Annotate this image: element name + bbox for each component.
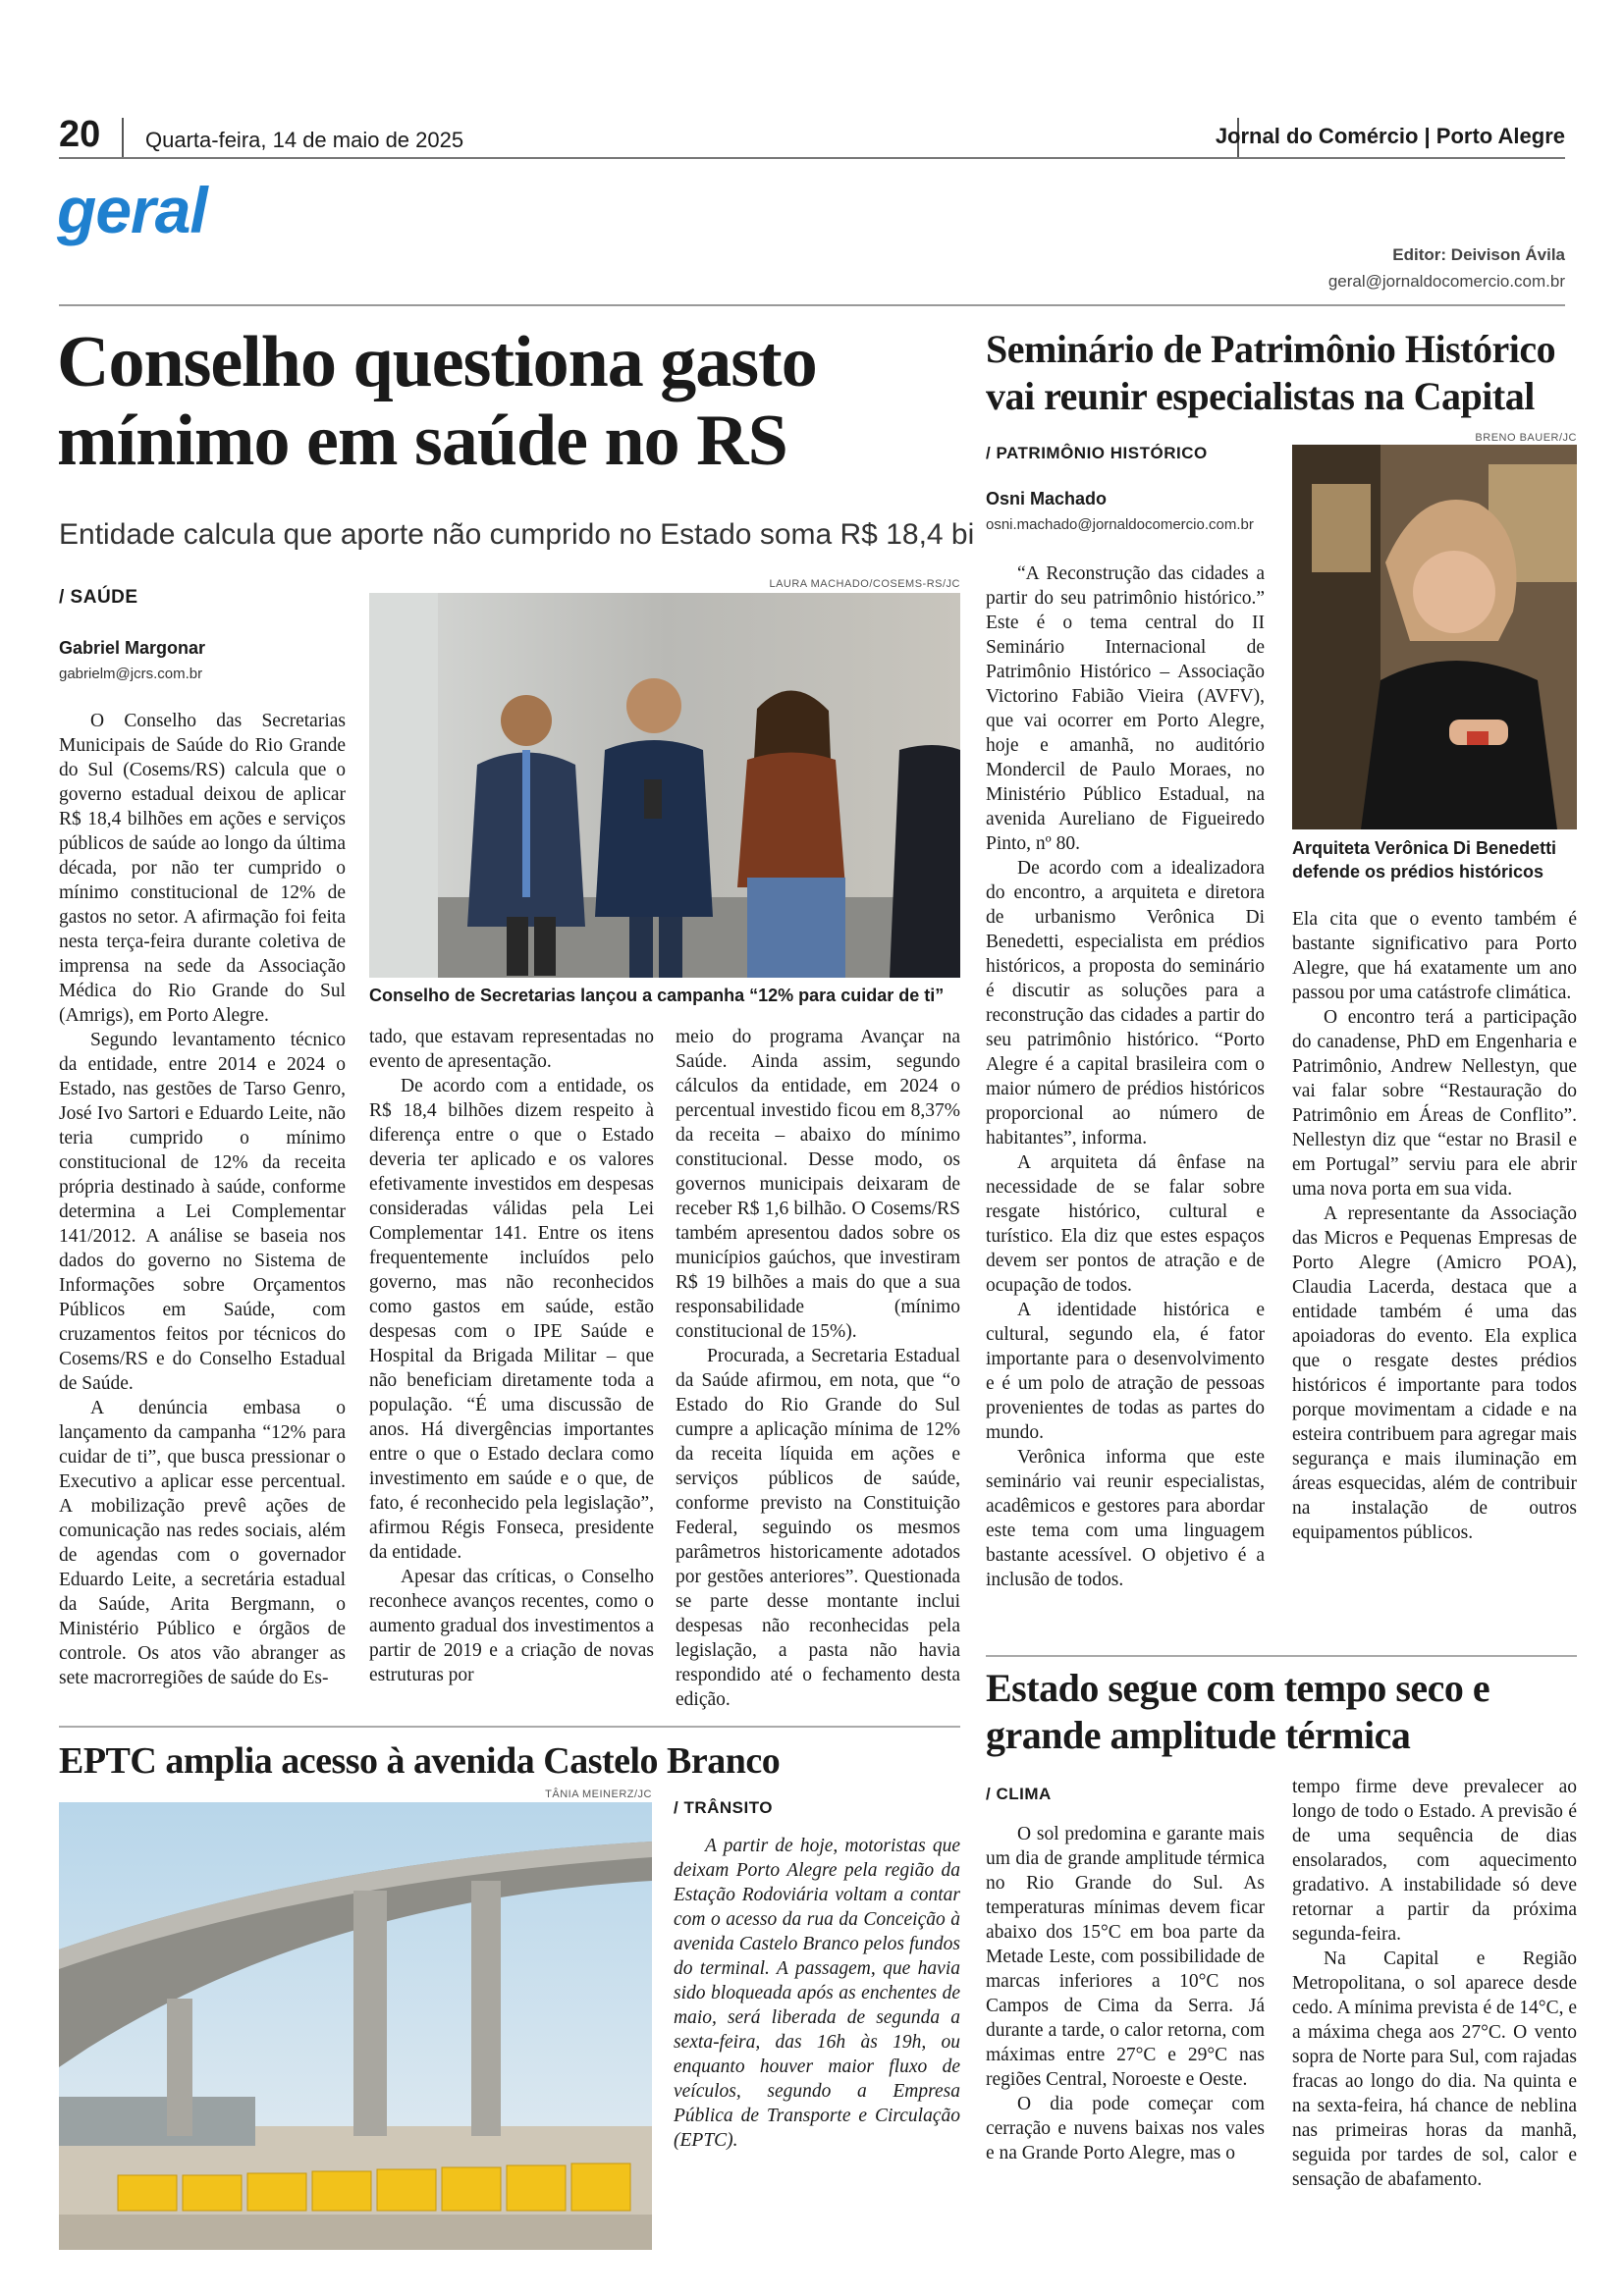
paragraph: Verônica informa que este seminário vai reunir especialistas, acadêmicos e gestores para abordar este tema com uma linguagem bastante acessível. O objetivo é a inclusão de todos.: [986, 1447, 1265, 1590]
eptc-photo: [59, 1802, 652, 2250]
eptc-rule: [59, 1726, 960, 1728]
paragraph: Na Capital e Região Metropolitana, o sol aparece desde cedo. A mínima prevista é de 14°C, e a máxima chega aos 27°C. O vento sopra de Norte para Sul, com rajadas fracas ao longo do dia. Na quinta e na sexta-feira, há chance de neblina nas primeiras horas da manhã, seguida por tardes de sol, calor e sensação de abafamento.: [1292, 1949, 1577, 2190]
section-rule: [59, 304, 1565, 306]
editor-email: geral@jornaldocomercio.com.br: [1327, 272, 1565, 291]
main-kicker: / SAÚDE: [59, 587, 138, 608]
weather-column-2: [1292, 1775, 1577, 2192]
eptc-headline: EPTC amplia acesso à avenida Castelo Branco: [59, 1740, 781, 1782]
paragraph: A identidade histórica e cultural, segundo ela, é fator importante para o desenvolvimento e é um polo de atração de pessoas provenientes de todas as partes do mundo.: [986, 1300, 1265, 1443]
paragraph: A partir de hoje, motoristas que deixam Porto Alegre pela região da Estação Rodoviária voltam a contar com o acesso da rua da Conceição à avenida Castelo Branco pelos fundos do terminal. A passagem, que havia sido bloqueada após as enchentes de maio, será liberada de segunda a sexta-feira, das 16h às 19h, ou enquanto houver maior fluxo de veículos, segundo a Empresa Pública de Transporte e Circulação (EPTC).: [674, 1836, 960, 2151]
paragraph: A arquiteta dá ênfase na necessidade de se falar sobre resgate histórico, cultural e turístico. Ela diz que estes espaços devem ser pontos de atração e de ocupação de todos.: [986, 1152, 1265, 1296]
weather-kicker: / CLIMA: [986, 1785, 1052, 1803]
page-date: Quarta-feira, 14 de maio de 2025: [145, 128, 464, 152]
eptc-photo-illustration: [59, 1802, 652, 2250]
editor-name: Editor: Deivison Ávila: [1392, 245, 1565, 264]
main-subhead: Entidade calcula que aporte não cumprido no Estado soma R$ 18,4 bi: [59, 518, 975, 551]
page-number: 20: [59, 114, 101, 155]
main-article-column-1: [59, 709, 346, 1690]
seminar-column-2: [1292, 907, 1577, 1545]
eptc-kicker: / TRÂNSITO: [674, 1798, 774, 1817]
main-author-email: gabrielm@jcrs.com.br: [59, 666, 203, 682]
seminar-kicker: / PATRIMÔNIO HISTÓRICO: [986, 444, 1208, 462]
weather-headline: Estado segue com tempo seco e grande amplitude térmica: [986, 1666, 1490, 1757]
main-author: Gabriel Margonar: [59, 638, 206, 658]
weather-column-1: [986, 1822, 1265, 2165]
paragraph: “A Reconstrução das cidades a partir do seu patrimônio histórico.” Este é o tema central do II Seminário Internacional de Patrimônio Histórico – Associação Victorino Fabião Vieira (AVFV), que vai ocorrer em Porto Alegre, hoje e amanhã, no auditório Mondercil de Paulo Moraes, no Ministério Público Estadual, na avenida Aureliano de Figueiredo Pinto, nº 80.: [986, 563, 1265, 854]
seminar-author: Osni Machado: [986, 489, 1108, 508]
main-article-column-2: [369, 1025, 654, 1687]
eptc-column: [674, 1834, 960, 2153]
paragraph: tempo firme deve prevalecer ao longo de todo o Estado. A previsão é de uma sequência de dias ensolarados, com aquecimento gradativo. A instabilidade só deve retornar a partir da próxima segunda-feira.: [1292, 1777, 1577, 1945]
weather-rule: [986, 1655, 1577, 1657]
editor-block: [1328, 241, 1565, 294]
main-photo-illustration: [369, 593, 960, 978]
paragraph: Segundo levantamento técnico da entidade, entre 2014 e 2024 o Estado, nas gestões de Tarso Genro, José Ivo Sartori e Eduardo Leite, não teria cumprido o mínimo constitucional de 12% da receita própria destinado à saúde, conforme determina a Lei Complementar 141/2012. A análise se baseia nos dados do governo no Sistema de Informações sobre Orçamentos Públicos em Saúde, com cruzamentos feitos por técnicos do Cosems/RS e do Conselho Estadual de Saúde.: [59, 1030, 346, 1394]
paragraph: De acordo com a entidade, os R$ 18,4 bilhões dizem respeito à diferença entre o que o Estado deveria ter aplicado e os valores efetivamente investidos em despesas consideradas válidas pela Lei Complementar 141. Entre os itens frequentemente incluídos pelo governo, mas não reconhecidos como gastos em saúde, estão despesas com o IPE Saúde e Hospital da Brigada Militar – que não beneficiam diretamente toda a população. “É uma discussão de anos. Há divergências importantes entre o que o Estado declara como investimento em saúde e o que, de fato, é reconhecido pela legislação”, afirmou Régis Fonseca, presidente da entidade.: [369, 1076, 654, 1563]
seminar-photo-credit: BRENO BAUER/JC: [1475, 432, 1577, 444]
paragraph: O encontro terá a participação do canadense, PhD em Engenharia e Patrimônio, Andrew Nellestyn, que vai falar sobre “Restauração do Patrimônio em Áreas de Conflito”. Nellestyn diz que “estar no Brasil e em Portugal” serviu para ele abrir uma nova porta em sua vida.: [1292, 1007, 1577, 1200]
seminar-photo-illustration: [1292, 445, 1577, 829]
header-divider: [122, 118, 124, 159]
paragraph: De acordo com a idealizadora do encontro, a arquiteta e diretora de urbanismo Verônica Di Benedetti, especialista em prédios históricos, a proposta do seminário é discutir as soluções para a reconstrução das cidades a partir do seu patrimônio histórico. “Porto Alegre é a capital brasileira com o maior número de prédios históricos proporcional ao número de habitantes”, informa.: [986, 858, 1265, 1148]
seminar-photo-caption: Arquiteta Verônica Di Benedetti defende os prédios históricos: [1292, 838, 1557, 881]
paragraph: O dia pode começar com cerração e nuvens baixas nos vales e na Grande Porto Alegre, mas o: [986, 2094, 1265, 2163]
main-headline: Conselho questiona gasto mínimo em saúde no RS: [57, 322, 817, 481]
main-photo-credit: LAURA MACHADO/COSEMS-RS/JC: [769, 578, 960, 590]
paragraph: O Conselho das Secretarias Municipais de Saúde do Rio Grande do Sul (Cosems/RS) calcula que o governo estadual deixou de aplicar R$ 18,4 bilhões em ações e serviços públicos de saúde ao longo da última década, por não ter cumprido o mínimo constitucional de 12% de gastos no setor. A afirmação foi feita nesta terça-feira durante coletiva de imprensa na sede da Associação Médica do Rio Grande do Sul (Amrigs), em Porto Alegre.: [59, 711, 346, 1026]
seminar-photo: [1292, 445, 1577, 829]
header-rule: [59, 157, 1565, 159]
paragraph: A representante da Associação das Micros e Pequenas Empresas de Porto Alegre (Amicro POA), Claudia Lacerda, destaca que a entidade também é uma das apoiadoras do evento. Ela explica que o resgate destes prédios históricos é importante para todos porque movimentam a cidade e na esteira contribuem para agregar mais segurança e mais iluminação em áreas esquecidas, além de contribuir na instalação de outros equipamentos públicos.: [1292, 1203, 1577, 1543]
seminar-author-email: osni.machado@jornaldocomercio.com.br: [986, 516, 1254, 533]
paragraph: Apesar das críticas, o Conselho reconhece avanços recentes, como o aumento gradual dos investimentos a partir de 2019 e a criação de novas estruturas por: [369, 1567, 654, 1685]
eptc-photo-credit: TÂNIA MEINERZ/JC: [545, 1789, 652, 1800]
paragraph: A denúncia embasa o lançamento da campanha “12% para cuidar de ti”, que busca pressionar o Executivo a aplicar esse percentual. A mobilização prevê ações de comunicação nas redes sociais, além de agendas com o governador Eduardo Leite, a secretária estadual da Saúde, Arita Bergmann, o Ministério Público e órgãos de controle. Os atos vão abranger as sete macrorregiões de saúde do Es-: [59, 1398, 346, 1688]
paragraph: O sol predomina e garante mais um dia de grande amplitude térmica no Rio Grande do Sul. As temperaturas mínimas devem ficar abaixo dos 15°C em boa parte da Metade Leste, com possibilidade de marcas inferiores a 10°C nos Campos de Cima da Serra. Já durante a tarde, o calor retorna, com máximas entre 27°C e 29°C nas regiões Central, Noroeste e Oeste.: [986, 1824, 1265, 2090]
paragraph: tado, que estavam representadas no evento de apresentação.: [369, 1027, 654, 1072]
section-title: geral: [57, 174, 207, 246]
paragraph: Procurada, a Secretaria Estadual da Saúde afirmou, em nota, que “o Estado do Rio Grande do Sul cumpre a aplicação mínima de 12% da receita líquida em ações e serviços públicos de saúde, conforme previsto na Constituição Federal, seguindo os mesmos parâmetros historicamente adotados por gestões anteriores”. Questionada se parte desse montante inclui despesas não reconhecidas pela legislação, a pasta não havia respondido até o fechamento desta edição.: [676, 1346, 960, 1710]
paragraph: Ela cita que o evento também é bastante significativo para Porto Alegre, que há exatamente um ano passou por uma catástrofe climática.: [1292, 909, 1577, 1003]
main-article-column-3: [676, 1025, 960, 1712]
main-photo-caption: Conselho de Secretarias lançou a campanha “12% para cuidar de ti”: [369, 986, 945, 1005]
seminar-headline: Seminário de Patrimônio Histórico vai reunir especialistas na Capital: [986, 327, 1556, 418]
paragraph: meio do programa Avançar na Saúde. Ainda assim, segundo cálculos da entidade, em 2024 o percentual investido ficou em 8,37% da receita – abaixo do mínimo constitucional. Desse modo, os governos municipais deixaram de receber R$ 1,6 bilhão. O Cosems/RS também apresentou dados sobre os municípios gaúchos, que investiram R$ 19 bilhões a mais do que a sua responsabilidade (mínimo constitucional de 15%).: [676, 1027, 960, 1342]
main-photo: [369, 593, 960, 978]
seminar-column-1: [986, 561, 1265, 1592]
newspaper-name: Jornal do Comércio | Porto Alegre: [1215, 124, 1565, 148]
